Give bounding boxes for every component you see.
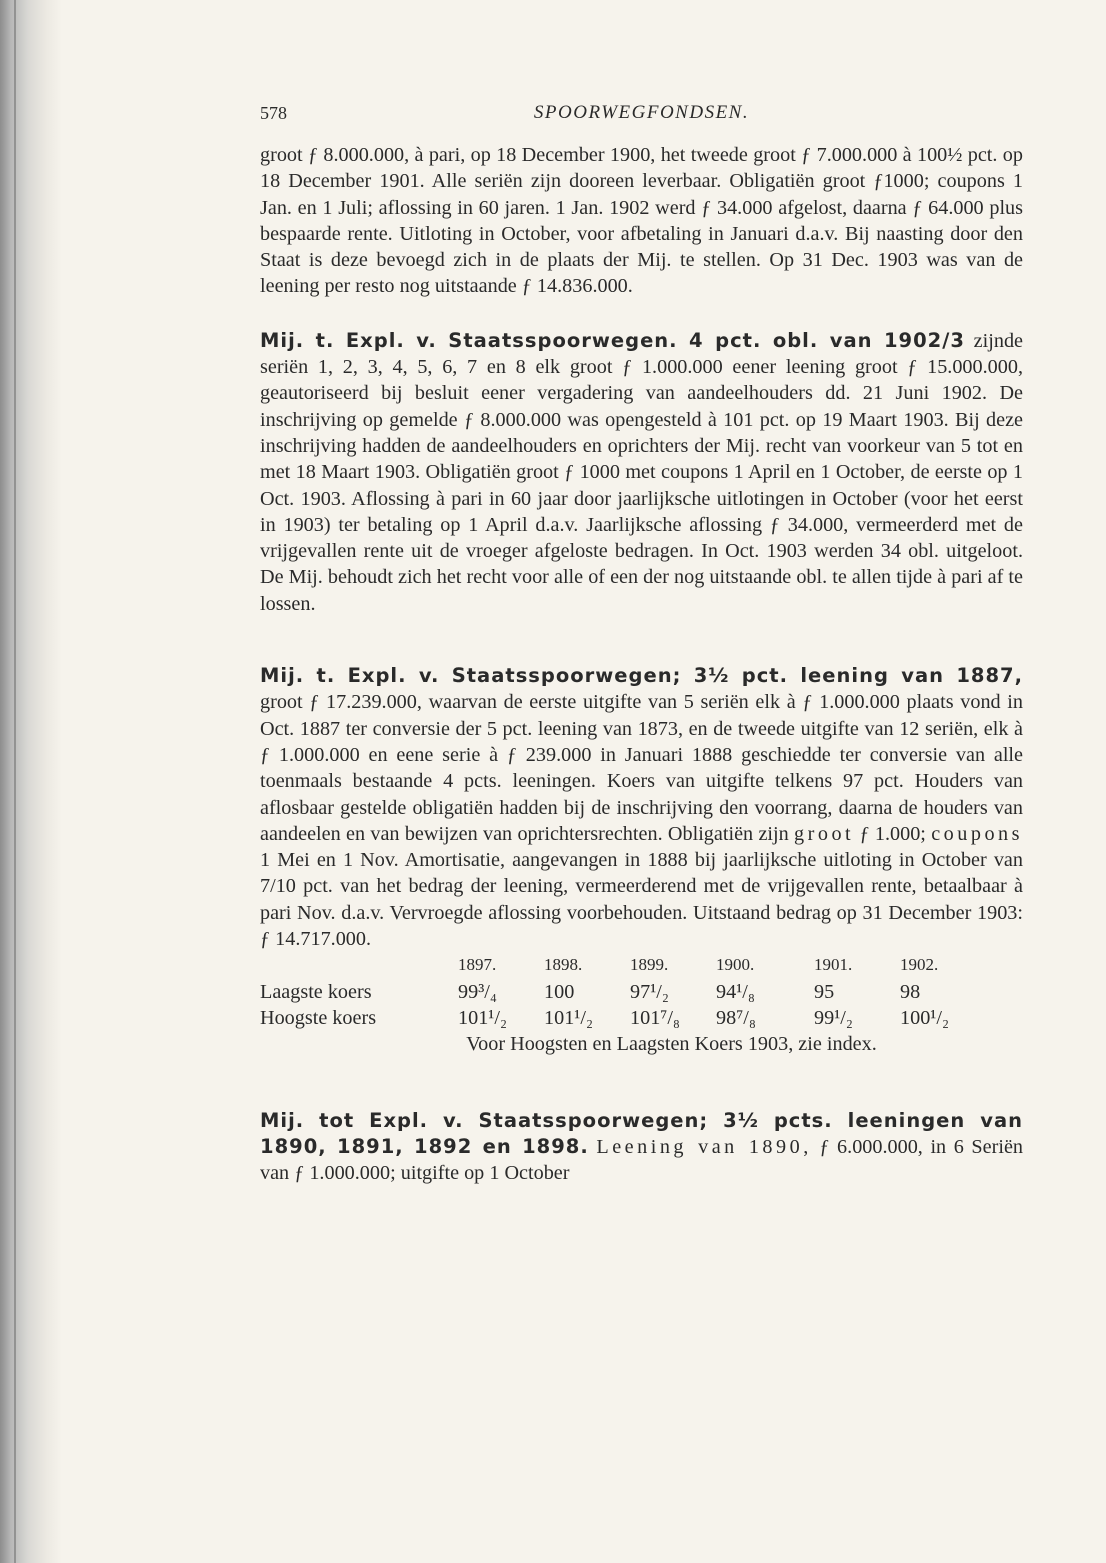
year-header: 1901. bbox=[814, 955, 853, 975]
table-cell: 99³/₄ bbox=[458, 980, 497, 1003]
section-text-c: 1 Mei en 1 Nov. Amortisatie, aangevangen in 1888 bij jaarlijksche uitloting in October van 7/10 pct. van het bedrag der leening, vermeerderend met de vrijgevallen rente, betaalbaar à pari Nov. d.a.v. Vervroegde aflossing voorbehouden. Uitstaand bedrag op 31 December 1903: ƒ 14.717.000. bbox=[260, 849, 1023, 951]
table-cell: 98⁷/₈ bbox=[716, 1006, 756, 1029]
year-header: 1900. bbox=[716, 955, 755, 975]
spacer bbox=[260, 300, 1023, 328]
paragraph-continued bbox=[260, 142, 1023, 300]
table-cell: 101¹/₂ bbox=[458, 1006, 507, 1029]
table-cell: 94¹/₈ bbox=[716, 980, 755, 1003]
year-header: 1899. bbox=[630, 955, 669, 975]
section-text-b: ƒ 1.000; bbox=[854, 822, 932, 845]
row-label-hoogste: Hoogste koers bbox=[260, 1006, 377, 1029]
koers-note: Voor Hoogsten en Laagsten Koers 1903, zie index. bbox=[466, 1033, 877, 1056]
table-cell: 99¹/₂ bbox=[814, 1006, 853, 1029]
page-content bbox=[260, 100, 1023, 1186]
section-heading: Mij. t. Expl. v. Staatsspoorwegen; 3½ pct. leening van 1887, bbox=[260, 664, 1023, 688]
page-number: 578 bbox=[260, 103, 287, 123]
section-staatsspoorwegen-1887 bbox=[260, 663, 1023, 952]
table-cell: 100 bbox=[544, 980, 575, 1003]
spaced-leening: Leening van 1890, bbox=[596, 1135, 812, 1158]
table-cell: 101¹/₂ bbox=[544, 1006, 593, 1029]
page-header bbox=[260, 100, 1023, 142]
section-text-a: groot ƒ 17.239.000, waarvan de eerste uitgifte van 5 seriën elk à ƒ 1.000.000 plaats vond in Oct. 1887 ter conversie der 5 pct. leening van 1873, en de tweede uitgifte van 12 seriën, elk à ƒ 1.000.000 en eene serie à ƒ 239.000 in Januari 1888 geschiedde ter conversie van alle toenmaals bestaande 4 pcts. leeningen. Koers van uitgifte telkens 97 pct. Houders van aflosbaar gestelde obligatiën hadden bij de inschrijving den voorrang, daarna de houders van aandeelen en van bewijzen van oprichtersrechten. Obligatiën zijn bbox=[260, 691, 1023, 845]
table-corner bbox=[260, 952, 458, 978]
section-heading: Mij. tot Expl. v. Staatsspoorwegen; 3½ pcts. leeningen van 1890, 1891, 1892 en 1898. bbox=[260, 1108, 1023, 1158]
book-gutter-line bbox=[14, 0, 16, 1563]
book-gutter-shadow bbox=[0, 0, 62, 1563]
year-header: 1897. bbox=[458, 955, 497, 975]
section-staatsspoorwegen-1890 bbox=[260, 1108, 1023, 1187]
table-cell: 100¹/₂ bbox=[900, 1006, 949, 1029]
spaced-coupons: coupons bbox=[931, 822, 1024, 845]
spaced-groot: groot bbox=[794, 822, 855, 845]
spacer bbox=[260, 617, 1023, 663]
section-text: ƒ 6.000.000, in 6 Seriën van ƒ 1.000.000; uitgifte op 1 October bbox=[260, 1135, 1023, 1185]
year-header: 1902. bbox=[900, 955, 939, 975]
table-cell: 98 bbox=[900, 980, 921, 1003]
row-label-laagste: Laagste koers bbox=[260, 980, 372, 1003]
koers-table bbox=[260, 952, 1023, 1031]
table-cell: 97¹/₂ bbox=[630, 980, 669, 1003]
section-staatsspoorwegen-1902 bbox=[260, 328, 1023, 617]
paragraph-text: groot ƒ 8.000.000, à pari, op 18 December 1900, het tweede groot ƒ 7.000.000 à 100½ pct. op 18 December 1901. Alle seriën zijn dooreen leverbaar. Obligatiën groot ƒ1000; coupons 1 Jan. en 1 Juli; aflossing in 60 jaren. 1 Jan. 1902 werd ƒ 34.000 afgelost, daarna ƒ 64.000 plus bespaarde rente. Uitloting in October, voor afbetaling in Januari d.a.v. Bij naasting door den Staat is deze bevoegd zich in de plaats der Mij. te stellen. Op 31 Dec. 1903 was van de leening per resto nog uitstaande ƒ 14.836.000. bbox=[260, 144, 1023, 298]
table-cell: 101⁷/₈ bbox=[630, 1006, 680, 1029]
table-cell: 95 bbox=[814, 980, 835, 1003]
running-title: SPOORWEGFONDSEN. bbox=[533, 102, 750, 123]
section-text: zijnde seriën 1, 2, 3, 4, 5, 6, 7 en 8 elk groot ƒ 1.000.000 eener leening groot ƒ 15.000.000, geautoriseerd bij besluit eener vergadering van aandeelhouders dd. 21 Juni 1902. De inschrijving op gemelde ƒ 8.000.000 was opengesteld à 101 pct. op 19 Maart 1903. Bij deze inschrijving hadden de aandeelhouders en oprichters der Mij. recht van voorkeur van 5 tot en met 18 Maart 1903. Obligatiën groot ƒ 1000 met coupons 1 April en 1 October, de eerste op 1 Oct. 1903. Aflossing à pari in 60 jaar door jaarlijksche uitlotingen in October (voor het eerst in 1903) ter betaling op 1 April d.a.v. Jaarlijksche aflossing ƒ 34.000, vermeerderd met de vrijgevallen rente uit de vroeger afgeloste bedragen. In Oct. 1903 werden 34 obl. uitgeloot. De Mij. behoudt zich het recht voor alle of een der nog uitstaande obl. te allen tijde à pari af te lossen. bbox=[260, 329, 1023, 615]
year-header: 1898. bbox=[544, 955, 583, 975]
section-heading: Mij. t. Expl. v. Staatsspoorwegen. 4 pct. obl. van 1902/3 bbox=[260, 328, 965, 352]
spacer bbox=[260, 1058, 1023, 1108]
